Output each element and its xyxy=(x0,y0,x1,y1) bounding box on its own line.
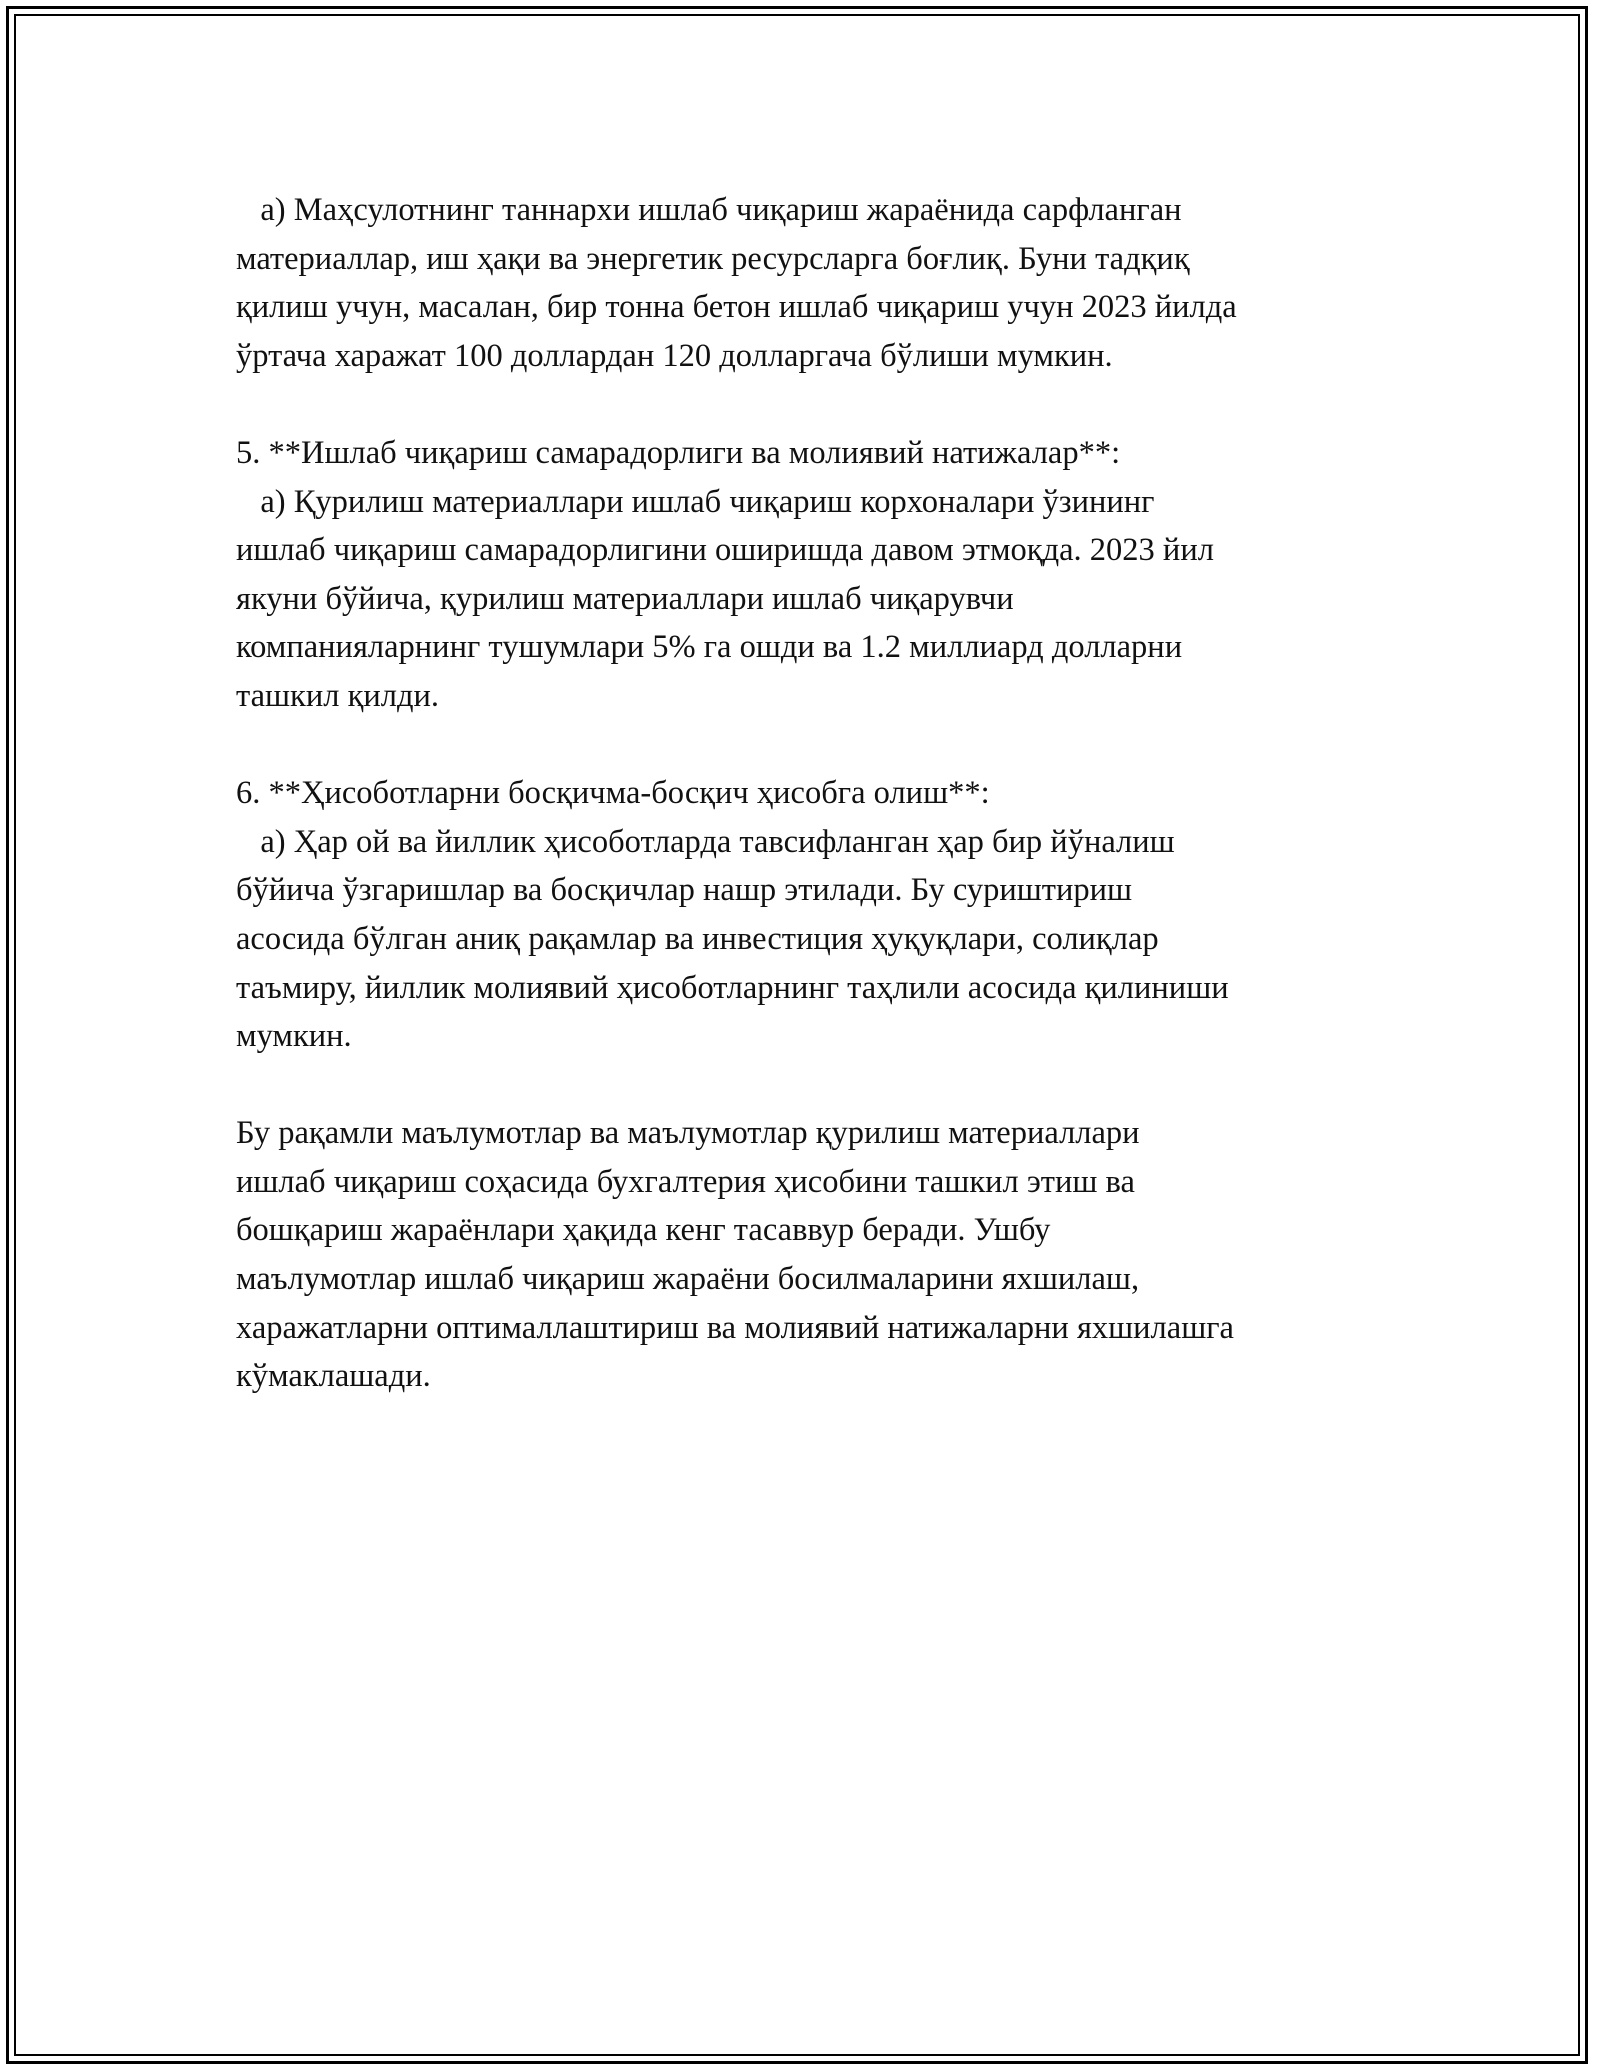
text-line: ишлаб чиқариш соҳасида бухгалтерия ҳисобини ташкил этиш ва xyxy=(236,1163,1135,1200)
text-line: а) Қурилиш материаллари ишлаб чиқариш корхоналари ўзининг xyxy=(236,483,1155,520)
text-line: компанияларнинг тушумлари 5% га ошди ва 1.2 миллиард долларни xyxy=(236,629,1183,666)
text-line: а) Ҳар ой ва йиллик ҳисоботларда тавсифланган ҳар бир йўналиш xyxy=(236,823,1175,860)
text-line: маълумотлар ишлаб чиқариш жараёни босилмаларини яхшилаш, xyxy=(236,1261,1140,1298)
paragraph-conclusion xyxy=(236,1109,1386,1401)
text-line: таъмиру, йиллик молиявий ҳисоботларнинг таҳлили асосида қилиниши xyxy=(236,969,1229,1006)
text-line: ишлаб чиқариш самарадорлигини оширишда давом этмоқда. 2023 йил xyxy=(236,532,1214,569)
paragraph-cost-price xyxy=(236,186,1386,380)
section-heading: 6. **Ҳисоботларни босқичма-босқич ҳисобга олиш**: xyxy=(236,775,990,812)
text-line: қилиш учун, масалан, бир тонна бетон ишлаб чиқариш учун 2023 йилда xyxy=(236,289,1237,326)
text-line: мумкин. xyxy=(236,1018,352,1055)
text-line: харажатларни оптималлаштириш ва молиявий натижаларни яхшилашга xyxy=(236,1309,1234,1346)
text-line: кўмаклашади. xyxy=(236,1358,431,1395)
text-line: асосида бўлган аниқ рақамлар ва инвестиция ҳуқуқлари, солиқлар xyxy=(236,920,1159,957)
text-line: ташкил қилди. xyxy=(236,677,440,714)
paragraph-section-5 xyxy=(236,429,1386,721)
text-line: ўртача харажат 100 доллардан 120 долларгача бўлиши мумкин. xyxy=(236,337,1113,374)
text-line: Бу рақамли маълумотлар ва маълумотлар қурилиш материаллари xyxy=(236,1115,1140,1152)
paragraph-spacer xyxy=(236,1061,1386,1110)
document-body xyxy=(236,186,1386,1401)
text-line: бошқариш жараёнлари ҳақида кенг тасаввур беради. Ушбу xyxy=(236,1212,1051,1249)
text-line: якуни бўйича, қурилиш материаллари ишлаб чиқарувчи xyxy=(236,580,1014,617)
text-line: а) Маҳсулотнинг таннархи ишлаб чиқариш жараёнида сарфланган xyxy=(236,192,1182,228)
text-line: материаллар, иш ҳақи ва энергетик ресурсларга боғлиқ. Буни тадқиқ xyxy=(236,240,1190,277)
paragraph-spacer xyxy=(236,721,1386,770)
paragraph-section-6 xyxy=(236,769,1386,1061)
section-heading: 5. **Ишлаб чиқариш самарадорлиги ва молиявий натижалар**: xyxy=(236,434,1121,471)
paragraph-spacer xyxy=(236,380,1386,429)
text-line: бўйича ўзгаришлар ва босқичлар нашр этилади. Бу суриштириш xyxy=(236,872,1133,909)
